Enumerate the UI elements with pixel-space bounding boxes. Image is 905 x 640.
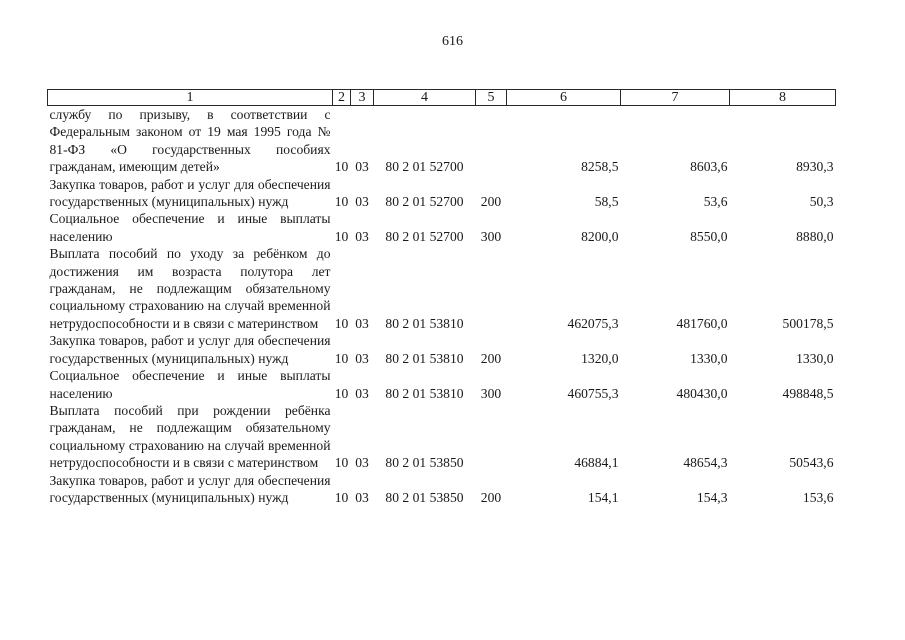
- row-amount-col6: 8258,5: [581, 159, 619, 175]
- column-header-8: 8: [730, 90, 836, 106]
- column-header-4: 4: [374, 90, 476, 106]
- row-section: 10: [334, 455, 349, 471]
- row-amount-col7: 154,3: [696, 489, 728, 505]
- row-description: Выплата пособий при рождении ребёнка гражданам, не подлежащим обязательному социальному страхованию на случай временной нетрудоспособности и в связи с материнством: [49, 402, 331, 471]
- row-section: 10: [334, 385, 349, 401]
- column-header-3: 3: [351, 90, 374, 106]
- row-amount-col8: 500178,5: [782, 315, 834, 331]
- row-amount-col8: 153,6: [802, 489, 834, 505]
- row-amount-col8: 50543,6: [789, 455, 834, 471]
- page-number: 616: [442, 34, 463, 49]
- row-amount-col6: 154,1: [587, 489, 619, 505]
- row-section: 10: [334, 228, 349, 244]
- row-target-code: 80 2 01 52700: [385, 228, 464, 244]
- column-header-2: 2: [333, 90, 351, 106]
- row-subsection: 03: [355, 455, 369, 471]
- table-row: [48, 472, 836, 507]
- row-amount-col7: 53,6: [703, 194, 728, 210]
- table-row: [48, 176, 836, 211]
- row-description: Социальное обеспечение и иные выплаты населению: [49, 211, 331, 244]
- row-amount-col7: 8550,0: [690, 228, 728, 244]
- table-row: [48, 106, 836, 176]
- row-target-code: 80 2 01 52700: [385, 159, 464, 175]
- row-expense-type: 200: [480, 350, 502, 366]
- row-description: Закупка товаров, работ и услуг для обеспечения государственных (муниципальных) нужд: [49, 176, 331, 210]
- row-section: 10: [334, 350, 349, 366]
- row-amount-col7: 1330,0: [690, 350, 728, 366]
- row-amount-col8: 8930,3: [796, 159, 834, 175]
- row-target-code: 80 2 01 53810: [385, 315, 464, 331]
- budget-table: [47, 89, 836, 506]
- row-target-code: 80 2 01 53810: [385, 385, 464, 401]
- row-expense-type: 300: [480, 385, 502, 401]
- row-subsection: 03: [355, 159, 369, 175]
- row-amount-col8: 1330,0: [796, 350, 834, 366]
- column-header-7: 7: [621, 90, 730, 106]
- row-description: Выплата пособий по уходу за ребёнком до достижения им возраста полутора лет гражданам, не подлежащим обязательному социальному страхованию на случай временной нетрудоспособности и в связи с материнством: [49, 246, 331, 331]
- table-row: [48, 332, 836, 367]
- table-row: [48, 402, 836, 472]
- row-description: Социальное обеспечение и иные выплаты населению: [49, 368, 331, 401]
- row-target-code: 80 2 01 52700: [385, 194, 464, 210]
- row-description: службу по призыву, в соответствии с Федеральным законом от 19 мая 1995 года № 81-ФЗ «О государственных пособиях гражданам, имеющим детей»: [49, 107, 331, 175]
- row-amount-col8: 8880,0: [796, 228, 834, 244]
- row-description: Закупка товаров, работ и услуг для обеспечения государственных (муниципальных) нужд: [49, 333, 331, 366]
- row-expense-type: [476, 106, 507, 176]
- table-row: [48, 367, 836, 402]
- row-subsection: 03: [355, 489, 369, 505]
- row-amount-col8: 50,3: [809, 194, 834, 210]
- row-section: 10: [334, 315, 349, 331]
- row-amount-col7: 8603,6: [690, 159, 728, 175]
- row-target-code: 80 2 01 53810: [385, 350, 464, 366]
- row-expense-type: 200: [480, 489, 502, 505]
- column-header-1: 1: [48, 90, 333, 106]
- row-expense-type: 300: [480, 228, 502, 244]
- row-target-code: 80 2 01 53850: [385, 489, 464, 505]
- row-amount-col6: 460755,3: [567, 385, 619, 401]
- row-section: 10: [334, 489, 349, 505]
- row-expense-type: [476, 245, 507, 332]
- table-row: [48, 210, 836, 245]
- row-subsection: 03: [355, 350, 369, 366]
- row-amount-col7: 480430,0: [676, 385, 728, 401]
- row-amount-col6: 1320,0: [581, 350, 619, 366]
- row-amount-col6: 462075,3: [567, 315, 619, 331]
- table-row: [48, 245, 836, 332]
- row-amount-col6: 58,5: [594, 194, 619, 210]
- row-target-code: 80 2 01 53850: [385, 455, 464, 471]
- row-subsection: 03: [355, 194, 369, 210]
- row-subsection: 03: [355, 385, 369, 401]
- row-section: 10: [334, 159, 349, 175]
- row-section: 10: [334, 194, 349, 210]
- row-subsection: 03: [355, 315, 369, 331]
- row-expense-type: [476, 402, 507, 472]
- column-number-header-row: [48, 90, 836, 106]
- row-amount-col6: 8200,0: [581, 228, 619, 244]
- row-amount-col8: 498848,5: [782, 385, 834, 401]
- row-subsection: 03: [355, 228, 369, 244]
- row-description: Закупка товаров, работ и услуг для обеспечения государственных (муниципальных) нужд: [49, 472, 331, 505]
- row-expense-type: 200: [480, 194, 502, 210]
- column-header-6: 6: [507, 90, 621, 106]
- row-amount-col7: 481760,0: [676, 315, 728, 331]
- column-header-5: 5: [476, 90, 507, 106]
- row-amount-col7: 48654,3: [683, 455, 728, 471]
- row-amount-col6: 46884,1: [574, 455, 619, 471]
